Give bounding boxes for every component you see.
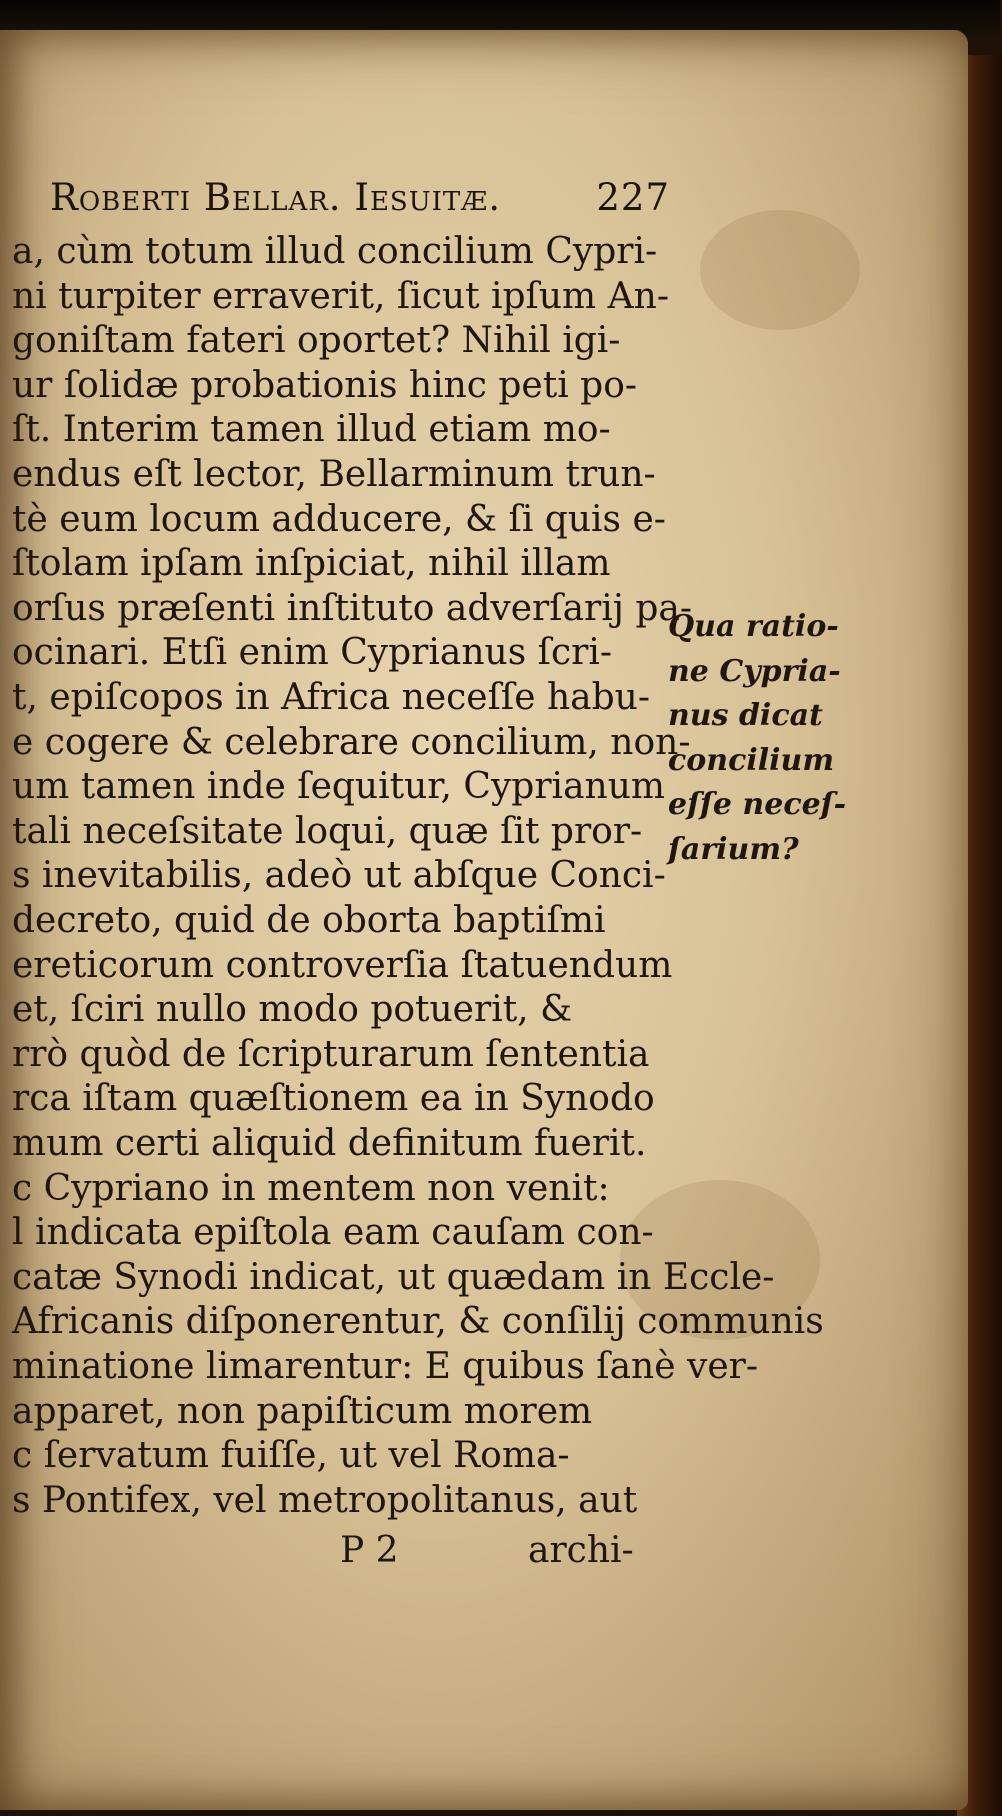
- page-number: 227: [596, 176, 670, 219]
- text-line: rca iſtam quæſtionem ea in Synodo: [12, 1078, 655, 1120]
- text-line: et, ſciri nullo modo potuerit, &: [12, 989, 573, 1031]
- text-line: orſus præſenti inſtituto adverſarij pa-: [12, 587, 693, 629]
- margin-note-line: concilium: [668, 742, 835, 778]
- text-line: rrò quòd de ſcripturarum ſententia: [12, 1033, 650, 1075]
- text-line: minatione limarentur: E quibus ſanè ver-: [12, 1346, 758, 1387]
- running-title: Roberti Bellar. Iesuitæ.: [50, 176, 502, 219]
- margin-note-line: ſarium?: [668, 832, 799, 867]
- text-line: tè eum locum adducere, & ſi quis e-: [12, 498, 666, 540]
- text-line: catæ Synodi indicat, ut quædam in Eccle-: [12, 1256, 775, 1298]
- text-line: ni turpiter erraverit, ſicut ipſum An-: [12, 275, 669, 317]
- margin-note-line: nus dicat: [668, 698, 823, 734]
- text-line: ſtolam ipſam inſpiciat, nihil illam: [12, 543, 611, 585]
- book-page: [0, 30, 968, 1810]
- text-line: s Pontifex, vel metropolitanus, aut: [12, 1479, 638, 1521]
- text-line: e cogere & celebrare concilium, non-: [12, 721, 691, 763]
- text-line: goniſtam fateri oportet? Nihil igi-: [12, 320, 621, 362]
- text-line: ur ſolidæ probationis hinc peti po-: [12, 364, 638, 406]
- text-line: c ſervatum fuiſſe, ut vel Roma-: [12, 1435, 570, 1477]
- text-line: apparet, non papiſticum morem: [12, 1390, 593, 1432]
- text-line: endus eſt lector, Bellarminum trun-: [12, 454, 656, 495]
- text-line: ſt. Interim tamen illud etiam mo-: [12, 409, 611, 451]
- text-line: a, cùm totum illud concilium Cypri-: [12, 231, 658, 272]
- text-line: mum certi aliquid definitum fuerit.: [12, 1123, 647, 1164]
- text-line: Africanis diſponerentur, & conſilij communis: [12, 1301, 824, 1343]
- margin-note-line: Qua ratio-: [668, 609, 839, 644]
- text-line: ocinari. Etſi enim Cyprianus ſcri-: [12, 632, 612, 674]
- text-line: tali neceſsitate loqui, quæ ſit pror-: [12, 810, 643, 852]
- signature-mark: P 2: [340, 1530, 399, 1571]
- text-line: c Cypriano in mentem non venit:: [12, 1167, 610, 1209]
- margin-note-line: eſſe neceſ-: [668, 787, 847, 823]
- text-line: um tamen inde ſequitur, Cyprianum: [12, 766, 666, 808]
- text-line: decreto, quid de oborta baptiſmi: [12, 900, 606, 941]
- text-line: s inevitabilis, adeò ut abſque Conci-: [12, 855, 666, 897]
- page-header: [50, 176, 670, 222]
- catchword: archi-: [528, 1530, 634, 1571]
- text-line: l indicata epiſtola eam cauſam con-: [12, 1212, 654, 1254]
- paper-stain: [700, 210, 860, 330]
- text-line: ereticorum controverſia ſtatuendum: [12, 944, 673, 986]
- text-line: t, epiſcopos in Africa neceſſe habu-: [12, 677, 651, 718]
- margin-note-line: ne Cypria-: [668, 653, 841, 689]
